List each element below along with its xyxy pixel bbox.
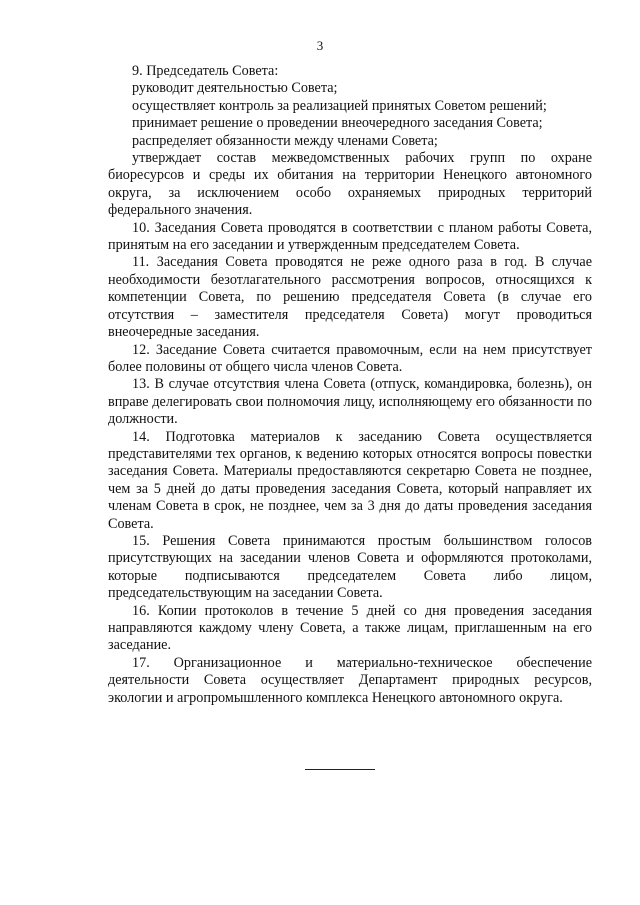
paragraph-17: 17. Организационное и материально-техническое обеспечение деятельности Совета осуществляет Департамент природных ресурсов, экологии и агропромышленного комплекса Ненецкого автономного округа. xyxy=(108,654,592,706)
paragraph-12: 12. Заседание Совета считается правомочным, если на нем присутствует более половины от общего числа членов Совета. xyxy=(108,341,592,375)
paragraph-14: 14. Подготовка материалов к заседанию Совета осуществляется представителями тех органов, к ведению которых относятся вопросы повестки заседания Совета. Материалы предоставляются секретарю Совета не позднее, чем за 5 дней до даты проведения заседания Совета, который направляет их членам Совета в срок, не позднее, чем за 3 дня до даты проведения заседания Совета. xyxy=(108,428,592,532)
paragraph-9-item-1: руководит деятельностью Совета; xyxy=(132,80,338,97)
paragraph-9-item-5: утверждает состав межведомственных рабочих групп по охране биоресурсов и среды их обитания на территории Ненецкого автономного округа, за исключением особо охраняемых природных территорий федерального значения. xyxy=(108,150,592,219)
paragraph-9-item-4: распределяет обязанности между членами Совета; xyxy=(132,132,438,149)
paragraph-13: 13. В случае отсутствия члена Совета (отпуск, командировка, болезнь), он вправе делегировать свои полномочия лицу, исполняющему его обязанности по должности. xyxy=(108,376,592,428)
paragraph-15: 15. Решения Совета принимаются простым большинством голосов присутствующих на заседании членов Совета и оформляются протоколами, которые подписываются председателем Совета либо лицом, председательствующим на заседании Совета. xyxy=(108,532,592,602)
paragraph-9-item-2: осуществляет контроль за реализацией принятых Советом решений; xyxy=(132,97,547,114)
end-separator-line xyxy=(305,769,375,770)
paragraph-10: 10. Заседания Совета проводятся в соответствии с планом работы Совета, принятым на его заседании и утвержденным председателем Совета. xyxy=(108,219,592,254)
paragraph-11: 11. Заседания Совета проводятся не реже одного раза в год. В случае необходимости безотлагательного рассмотрения вопросов, относящихся к компетенции Совета, по решению председателя Совета (в случае его отсутствия – заместителя председателя Совета) могут проводиться внеочередные заседания. xyxy=(108,254,592,341)
paragraph-9-heading: 9. Председатель Совета: xyxy=(132,63,279,79)
page-number: 3 xyxy=(316,38,324,53)
paragraph-9-item-3: принимает решение о проведении внеочередного заседания Совета; xyxy=(132,115,543,132)
document-body xyxy=(108,63,592,707)
paragraph-16: 16. Копии протоколов в течение 5 дней со дня проведения заседания направляются каждому члену Совета, а также лицам, приглашенным на его заседание. xyxy=(108,602,592,654)
